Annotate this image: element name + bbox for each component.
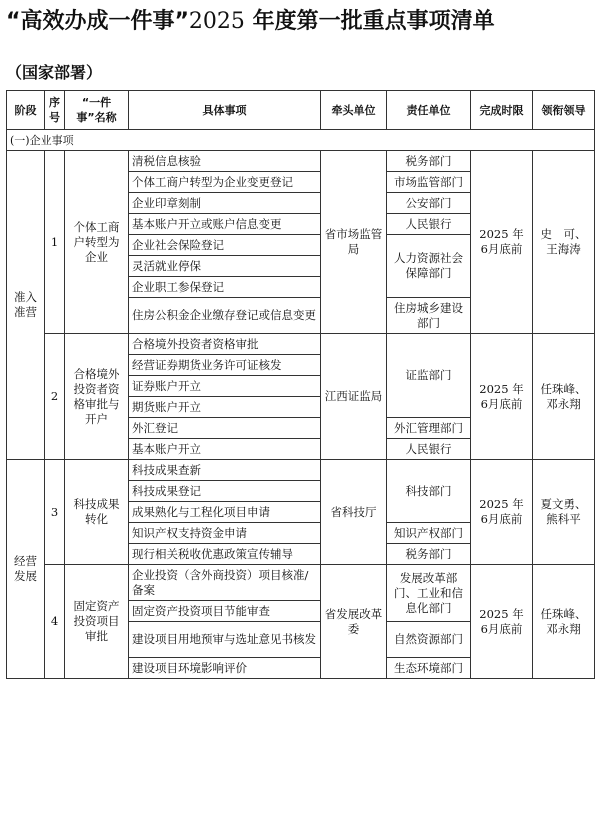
detail-cell: 建设项目用地预审与选址意见书核发 [129, 622, 321, 658]
resp-cell: 公安部门 [387, 193, 471, 214]
title-year: 2025 [188, 9, 245, 34]
deadline-cell: 2025 年 6月底前 [471, 565, 533, 679]
detail-cell: 固定资产投资项目节能审查 [129, 601, 321, 622]
detail-cell: 清税信息核验 [129, 151, 321, 172]
resp-cell: 外汇管理部门 [387, 418, 471, 439]
page-title [6, 4, 598, 35]
resp-cell: 知识产权部门 [387, 523, 471, 544]
seq-cell: 1 [45, 151, 65, 334]
header-detail: 具体事项 [129, 91, 321, 130]
resp-cell: 税务部门 [387, 544, 471, 565]
detail-cell: 企业投资（含外商投资）项目核准/备案 [129, 565, 321, 601]
detail-cell: 企业印章刻制 [129, 193, 321, 214]
detail-cell: 科技成果登记 [129, 481, 321, 502]
resp-cell: 证监部门 [387, 334, 471, 418]
table-row [7, 460, 595, 481]
leader-cell: 任珠峰、邓永翔 [533, 565, 595, 679]
resp-cell: 税务部门 [387, 151, 471, 172]
header-seq: 序号 [45, 91, 65, 130]
resp-cell: 住房城乡建设部门 [387, 298, 471, 334]
resp-cell: 人民银行 [387, 439, 471, 460]
header-leader: 领衔领导 [533, 91, 595, 130]
items-table [6, 90, 595, 679]
title-quote: “高效办成一件事” [6, 9, 189, 34]
detail-cell: 企业职工参保登记 [129, 277, 321, 298]
resp-cell: 人力资源社会保障部门 [387, 235, 471, 298]
table-row [7, 565, 595, 601]
item-name-cell: 合格境外投资者资格审批与开户 [65, 334, 129, 460]
seq-cell: 4 [45, 565, 65, 679]
deadline-cell: 2025 年 6月底前 [471, 334, 533, 460]
title-rest: 年度第一批重点事项清单 [244, 9, 495, 34]
detail-cell: 证券账户开立 [129, 376, 321, 397]
detail-cell: 合格境外投资者资格审批 [129, 334, 321, 355]
resp-cell: 科技部门 [387, 460, 471, 523]
deadline-cell: 2025 年 6月底前 [471, 460, 533, 565]
detail-cell: 成果熟化与工程化项目申请 [129, 502, 321, 523]
resp-cell: 市场监管部门 [387, 172, 471, 193]
detail-cell: 现行相关税收优惠政策宣传辅导 [129, 544, 321, 565]
header-item-name: “一件事”名称 [65, 91, 129, 130]
table-row [7, 151, 595, 172]
seq-cell: 3 [45, 460, 65, 565]
subtitle: （国家部署） [6, 63, 103, 82]
section-row [7, 130, 595, 151]
resp-cell: 人民银行 [387, 214, 471, 235]
detail-cell: 个体工商户转型为企业变更登记 [129, 172, 321, 193]
detail-cell: 知识产权支持资金申请 [129, 523, 321, 544]
header-lead: 牵头单位 [321, 91, 387, 130]
lead-cell: 省市场监管局 [321, 151, 387, 334]
lead-cell: 省发展改革委 [321, 565, 387, 679]
header-row [7, 91, 595, 130]
detail-cell: 灵活就业停保 [129, 256, 321, 277]
resp-cell: 发展改革部门、工业和信息化部门 [387, 565, 471, 622]
resp-cell: 自然资源部门 [387, 622, 471, 658]
seq-cell: 2 [45, 334, 65, 460]
detail-cell: 科技成果查新 [129, 460, 321, 481]
detail-cell: 建设项目环境影响评价 [129, 658, 321, 679]
stage-cell: 经营发展 [7, 460, 45, 679]
leader-cell: 史 可、王海涛 [533, 151, 595, 334]
resp-cell: 生态环境部门 [387, 658, 471, 679]
lead-cell: 省科技厅 [321, 460, 387, 565]
header-deadline: 完成时限 [471, 91, 533, 130]
detail-cell: 基本账户开立 [129, 439, 321, 460]
detail-cell: 外汇登记 [129, 418, 321, 439]
header-resp: 责任单位 [387, 91, 471, 130]
leader-cell: 任珠峰、邓永翔 [533, 334, 595, 460]
section-label: (一)企业事项 [7, 130, 595, 151]
deadline-cell: 2025 年 6月底前 [471, 151, 533, 334]
stage-cell: 准入准营 [7, 151, 45, 460]
header-stage: 阶段 [7, 91, 45, 130]
detail-cell: 住房公积金企业缴存登记或信息变更 [129, 298, 321, 334]
detail-cell: 经营证券期货业务许可证核发 [129, 355, 321, 376]
detail-cell: 期货账户开立 [129, 397, 321, 418]
table-row [7, 334, 595, 355]
detail-cell: 企业社会保险登记 [129, 235, 321, 256]
lead-cell: 江西证监局 [321, 334, 387, 460]
item-name-cell: 固定资产投资项目审批 [65, 565, 129, 679]
item-name-cell: 科技成果转化 [65, 460, 129, 565]
item-name-cell: 个体工商户转型为企业 [65, 151, 129, 334]
detail-cell: 基本账户开立或账户信息变更 [129, 214, 321, 235]
leader-cell: 夏文勇、熊科平 [533, 460, 595, 565]
